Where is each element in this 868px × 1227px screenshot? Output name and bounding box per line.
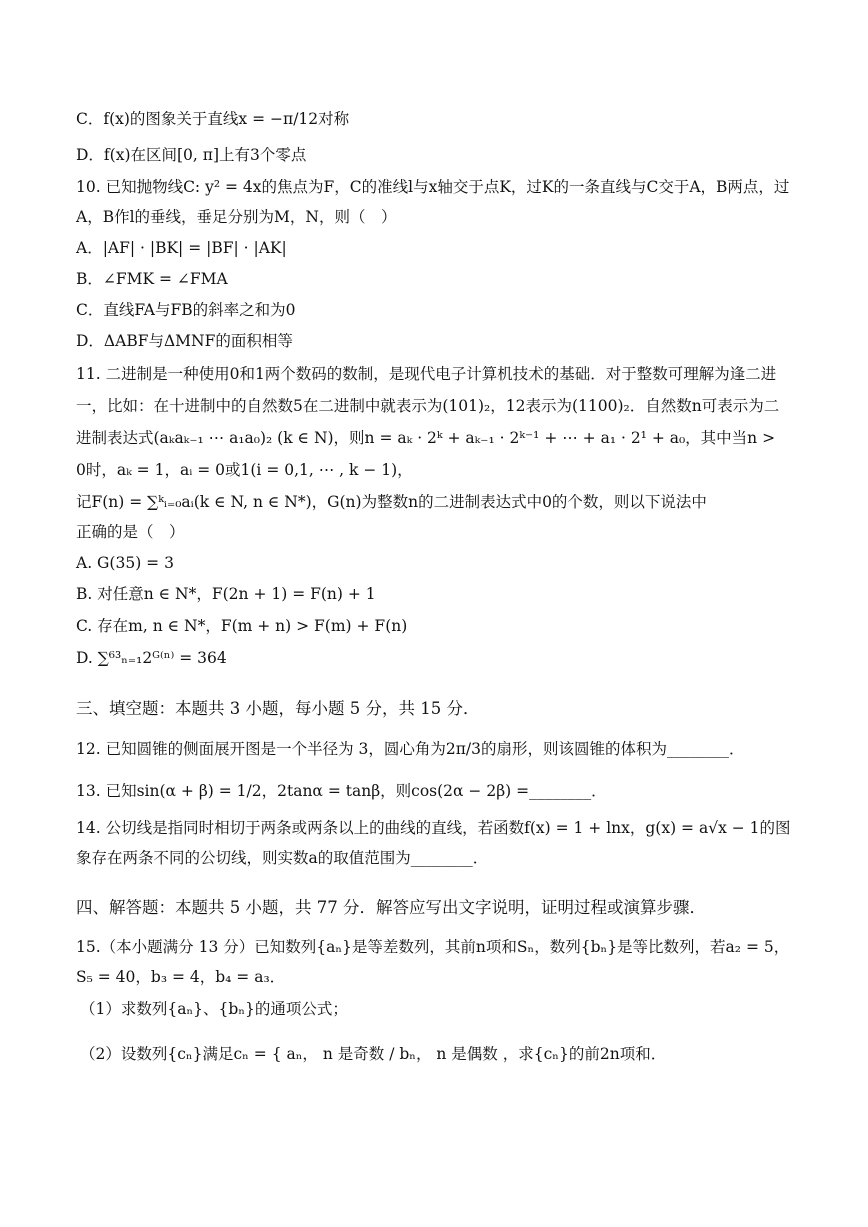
q15-line-1: 15.（本小题满分 13 分）已知数列{aₙ}是等差数列，其前n项和Sₙ，数列{bₙ}是等比数列，若a₂ = 5， (76, 938, 790, 956)
q15-part-2: （2）设数列{cₙ}满足cₙ = { aₙ， n 是奇数 / bₙ， n 是偶数 ，求{cₙ}的前2n项和． (80, 1045, 667, 1063)
q10-stem-line-1: 10. 已知抛物线C: y² = 4x的焦点为F，C的准线l与x轴交于点K，过K的一条直线与C交于A，B两点，过 (76, 178, 790, 196)
section-4-heading: 四、解答题：本题共 5 小题，共 77 分．解答应写出文字说明，证明过程或演算步骤． (76, 898, 706, 917)
q11-stem-line-2: 一，比如：在十进制中的自然数5在二进制中就表示为(101)₂，12表示为(1100)₂．自然数n可表示为二 (76, 397, 780, 415)
q10-option-b: B．∠FMK = ∠FMA (76, 270, 228, 288)
q10-option-a: A．|AF| · |BK| = |BF| · |AK| (76, 239, 287, 257)
q11-stem-line-1: 11. 二进制是一种使用0和1两个数码的数制，是现代电子计算机技术的基础．对于整数可理解为逢二进 (76, 365, 777, 383)
q10-option-c: C．直线FA与FB的斜率之和为0 (76, 301, 296, 319)
q13: 13. 已知sin(α + β) = 1/2，2tanα = tanβ，则cos(2α − 2β) =________． (76, 782, 607, 800)
q15-part-1: （1）求数列{aₙ}、{bₙ}的通项公式； (80, 1000, 348, 1018)
q11-option-c: C. 存在m, n ∈ N*，F(m + n) > F(m) + F(n) (76, 617, 408, 635)
q10-option-d: D．ΔABF与ΔMNF的面积相等 (76, 332, 293, 350)
q12: 12. 已知圆锥的侧面展开图是一个半径为 3，圆心角为2π/3的扇形，则该圆锥的体积为________． (76, 740, 745, 758)
q14-line-2: 象存在两条不同的公切线，则实数a的取值范围为________． (76, 849, 489, 867)
q11-option-a: A. G(35) = 3 (76, 554, 174, 572)
q11-option-b: B. 对任意n ∈ N*，F(2n + 1) = F(n) + 1 (76, 585, 376, 603)
q11-stem-line-5: 记F(n) = ∑ᵏᵢ₌₀aᵢ(k ∈ N, n ∈ N*)，G(n)为整数n的二进制表达式中0的个数，则以下说法中 (76, 493, 707, 511)
section-3-heading: 三、填空题：本题共 3 小题，每小题 5 分，共 15 分． (76, 699, 480, 718)
q15-line-2: S₅ = 40，b₃ = 4，b₄ = a₃． (76, 968, 286, 986)
q11-stem-line-3: 进制表达式(aₖaₖ₋₁ ⋯ a₁a₀)₂ (k ∈ N)，则n = aₖ · 2ᵏ + aₖ₋₁ · 2ᵏ⁻¹ + ⋯ + a₁ · 2¹ + a₀，其中当n > (76, 429, 776, 447)
q9-option-c: C．f(x)的图象关于直线x = −π/12对称 (76, 110, 350, 128)
q11-stem-line-4: 0时，aₖ = 1，aᵢ = 0或1(i = 0,1, ⋯ , k − 1)， (76, 461, 413, 479)
q9-option-d: D．f(x)在区间[0, π]上有3个零点 (76, 146, 307, 164)
q10-stem-line-2: A，B作l的垂线，垂足分别为M，N，则（ ） (76, 208, 397, 226)
q11-option-d: D. ∑⁶³ₙ₌₁2ᴳ⁽ⁿ⁾ = 364 (76, 649, 227, 667)
q14-line-1: 14. 公切线是指同时相切于两条或两条以上的曲线的直线，若函数f(x) = 1 + lnx，g(x) = a√x − 1的图 (76, 819, 791, 837)
q11-stem-line-6: 正确的是（ ） (76, 523, 185, 541)
